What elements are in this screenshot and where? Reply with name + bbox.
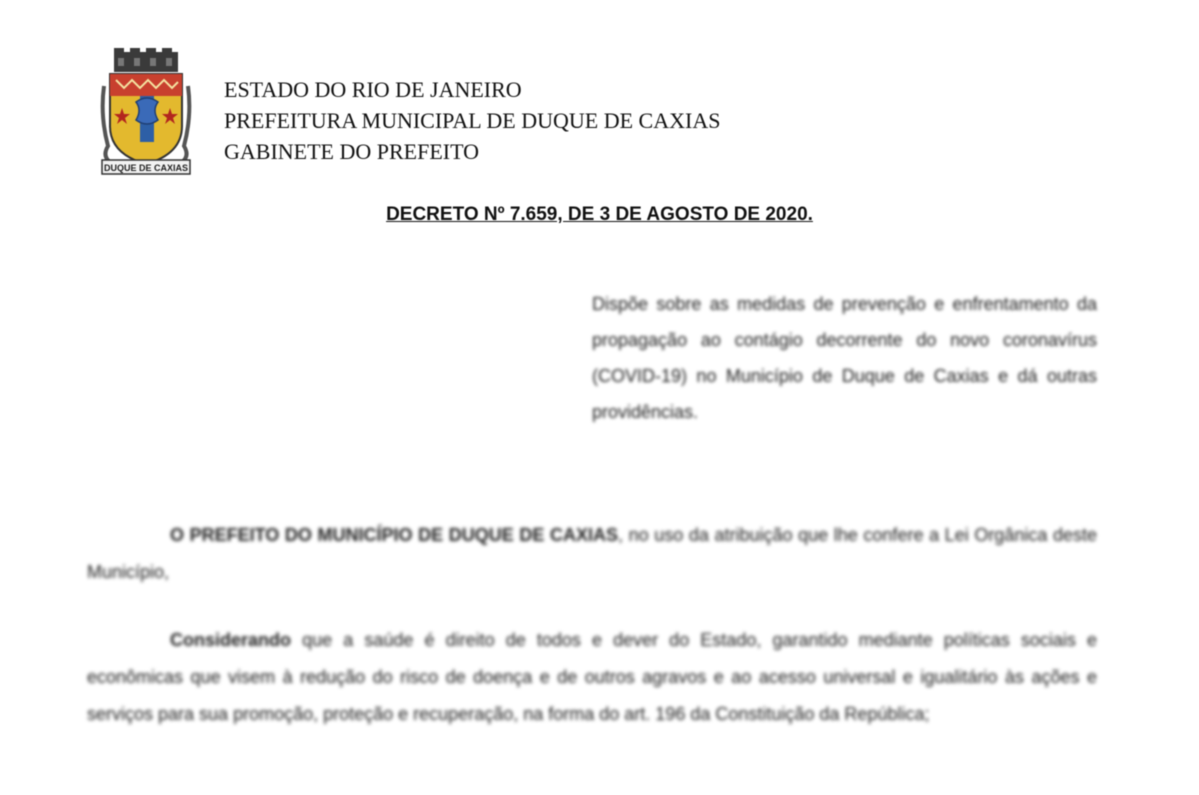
letterhead [224, 74, 720, 167]
preamble-text: , no uso da atribuição que lhe confere a Lei Orgânica deste Município, [87, 525, 1097, 582]
prefecture-name: PREFEITURA MUNICIPAL DE DUQUE DE CAXIAS [224, 108, 721, 133]
considering-paragraph [87, 622, 1097, 733]
considering-text: que a saúde é direito de todos e dever do Estado, garantido mediante políticas sociais e econômicas que visem à redução do risco de doença e de outros agravos e ao acesso universal e igualitário às ações e serviços para sua promoção, proteção e recuperação, na forma do art. 196 da Constituição da República; [87, 630, 1097, 724]
decree-summary: Dispõe sobre as medidas de prevenção e enfrentamento da propagação ao contágio decorrente do novo coronavírus (COVID-19) no Município de Duque de Caxias e dá outras providências. [592, 294, 1097, 422]
considering-bold: Considerando [170, 630, 292, 650]
preamble-paragraph [87, 517, 1097, 591]
municipal-coat-of-arms-logo [100, 46, 192, 178]
crest-ribbon-text: DUQUE DE CAXIAS [103, 163, 189, 173]
state-name: ESTADO DO RIO DE JANEIRO [224, 77, 522, 102]
office-name: GABINETE DO PREFEITO [224, 139, 480, 164]
preamble-bold: O PREFEITO DO MUNICÍPIO DE DUQUE DE CAXIAS [170, 525, 618, 545]
decree-title: DECRETO Nº 7.659, DE 3 DE AGOSTO DE 2020. [386, 204, 813, 225]
